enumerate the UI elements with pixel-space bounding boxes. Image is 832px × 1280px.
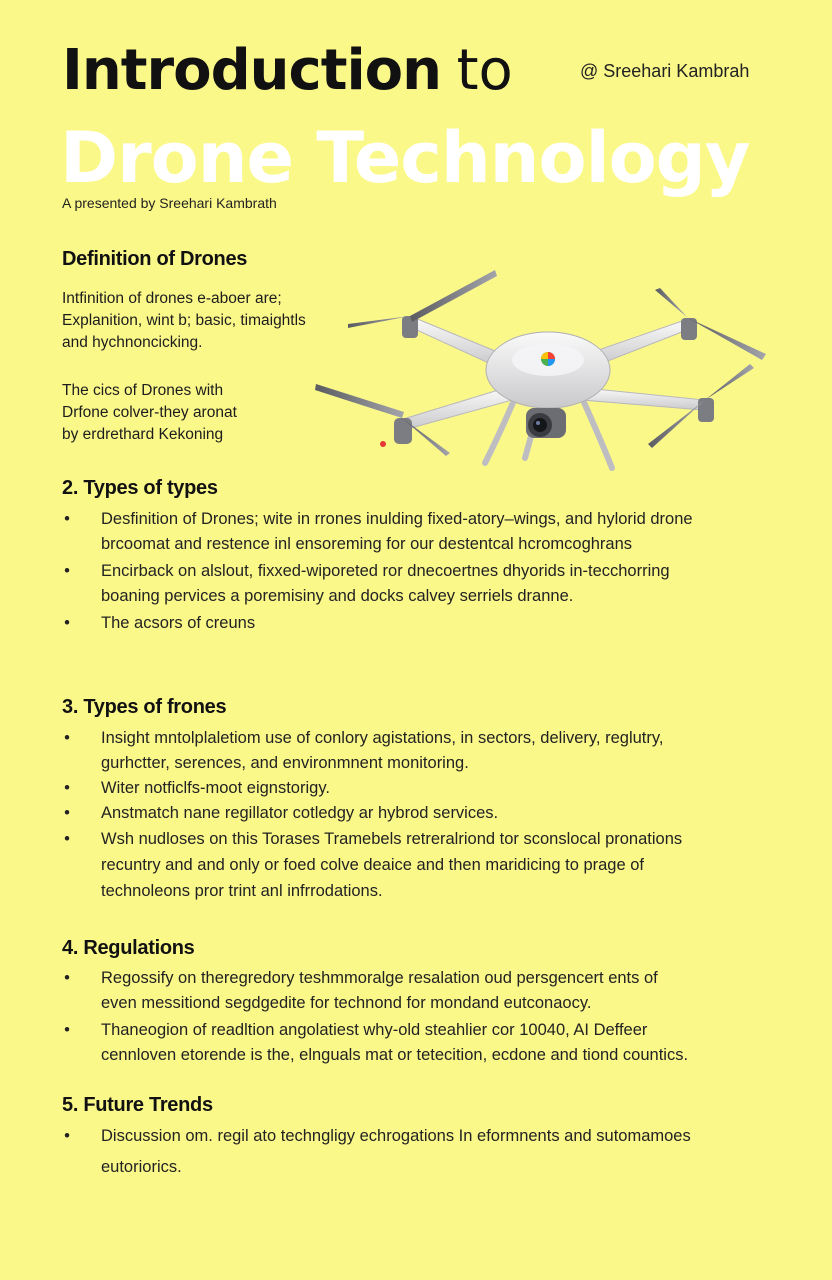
bullet: • [64,779,70,797]
list-item-line: recuntry and and only or foed colve deaice and then maridicing to prage of [101,856,645,874]
author-credit: @ Sreehari Kambrah [580,61,750,81]
list-item [62,507,777,557]
list-item [62,1121,777,1183]
list-item-line: boaning pervices a poremisiny and docks calvey serriels dranne. [101,587,574,605]
future-trends-list [62,1121,777,1183]
list-item-line: gurhctter, serences, and environmnent monitoring. [101,754,469,772]
list-item [62,801,777,826]
paragraph-line: The cics of Drones with [62,382,224,399]
section-definition-heading: Definition of Drones [62,248,248,270]
list-item [62,966,777,1016]
paragraph-line: and hychnoncicking. [62,334,203,351]
title-line-2: Drone Technology [60,117,750,199]
drone-logo [541,352,555,366]
list-item [62,611,777,636]
list-item [62,726,777,776]
paragraph-line: Explanition, wint b; basic, timaightls [62,312,306,329]
bullet: • [64,510,70,528]
list-item-line: brcoomat and restence inl ensoreming for our destentcal hcromcoghrans [101,535,633,553]
list-item-line: The acsors of creuns [101,614,256,632]
page-title [62,38,513,103]
paragraph-line: Drfone colver-they aronat [62,404,237,421]
list-item-line: Desfinition of Drones; wite in rrones inulding fixed-atory–wings, and hylorid drone [101,510,693,528]
section-types-frones-heading: 3. Types of frones [62,696,227,718]
types-frones-list [62,726,777,904]
list-item-line: Discussion om. regil ato techngligy echrogations In eformnents and sutomamoes [101,1127,691,1145]
bullet: • [64,830,70,848]
list-item-line: technoleons pror trint anl infrrodations. [101,882,383,900]
list-item [62,776,777,801]
list-item-line: Regossify on theregredory teshmmoralge resalation oud persgencert ents of [101,969,658,987]
bullet: • [64,969,70,987]
section-types-heading: 2. Types of types [62,477,218,499]
title-rest: to [456,38,513,103]
bullet: • [64,562,70,580]
bullet: • [64,614,70,632]
list-item-line: eutoriorics. [101,1158,182,1176]
gimbal-camera [526,408,566,438]
list-item [62,559,777,609]
list-item-line: Wsh nudloses on this Torases Tramebels retreralriond tor sconslocal pronations [101,830,683,848]
list-item-line: cennloven etorende is the, elnguals mat or tetecition, ecdone and tiond countics. [101,1046,689,1064]
section-future-trends-heading: 5. Future Trends [62,1094,213,1116]
list-item-line: Encirback on alslout, fixxed-wiporeted ror dnecoertnes dhyorids in-tecchorring [101,562,670,580]
bullet: • [64,1127,70,1145]
status-light [380,441,386,447]
section-regulations-heading: 4. Regulations [62,937,195,959]
title-bold: Introduction [62,38,442,103]
bullet: • [64,1021,70,1039]
regulations-list [62,966,777,1068]
list-item-line: Insight mntolplaletiom use of conlory agistations, in sectors, delivery, reglutry, [101,729,664,747]
list-item-line: Anstmatch nane regillator cotledgy ar hybrod services. [101,804,499,822]
drone-illustration [300,258,780,498]
list-item [62,826,777,904]
paragraph-line: Intfinition of drones e-aboer are; [62,290,282,307]
paragraph-line: by erdrethard Kekoning [62,426,224,443]
bullet: • [64,729,70,747]
list-item-line: even messitiond segdgedite for technond for mondand eutconaocy. [101,994,592,1012]
bullet: • [64,804,70,822]
types-list [62,507,777,636]
list-item-line: Thaneogion of readltion angolatiest why-old steahlier cor 10040, AI Deffeer [101,1021,648,1039]
list-item [62,1018,777,1068]
presented-by: A presented by Sreehari Kambrath [62,195,277,211]
list-item-line: Witer notficlfs-moot eignstorigy. [101,779,330,797]
